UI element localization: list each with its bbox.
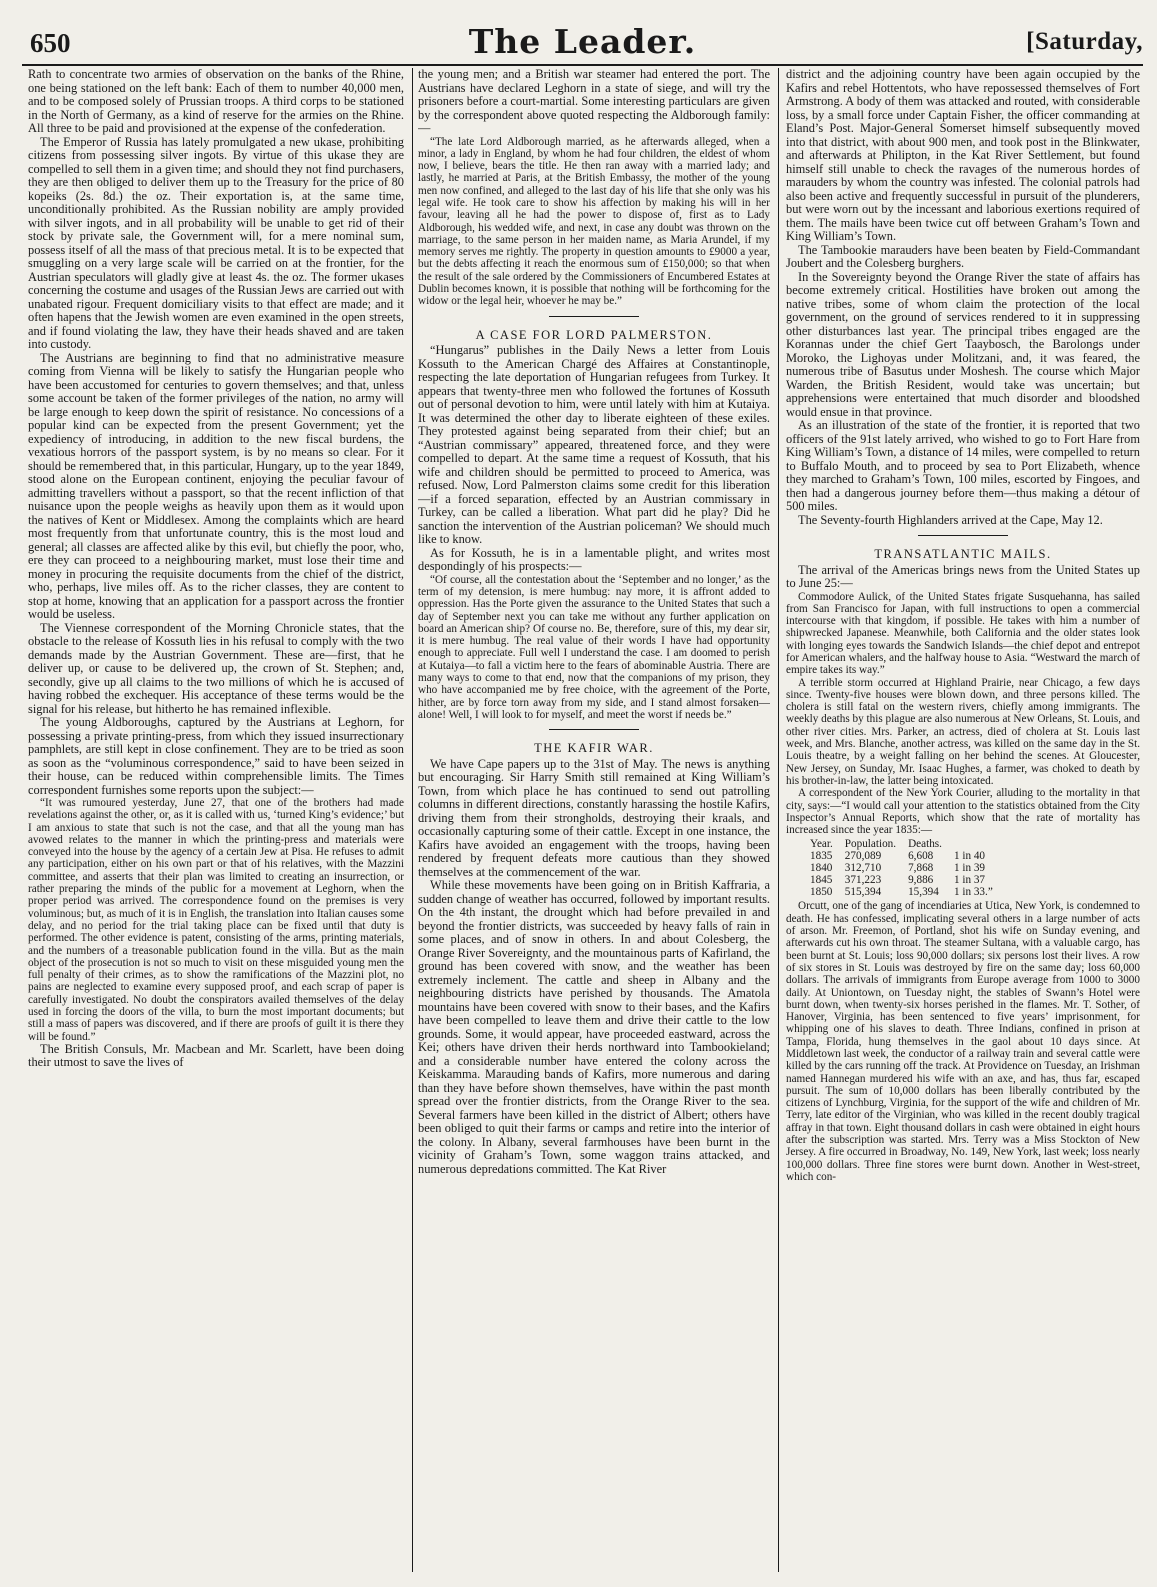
table-row: [804, 850, 999, 862]
page-number: 650: [30, 28, 71, 58]
paragraph: The arrival of the Americas brings news from the United States up to June 25:—: [786, 562, 1140, 590]
table-cell: 1845: [810, 874, 833, 887]
table-cell: 15,394: [908, 886, 939, 899]
table-cell: 312,710: [844, 862, 882, 875]
section-divider: [918, 535, 1008, 536]
table-cell: 1840: [810, 862, 833, 875]
table-cell: 371,223: [844, 874, 882, 887]
column-rule: [412, 68, 413, 1572]
quotation: [418, 574, 770, 722]
table-cell: 270,089: [844, 850, 882, 863]
quoted-paragraph: A terrible storm occurred at Highland Prairie, near Chicago, a few days since. Twenty-five houses were blown down, and three persons killed. The cholera is still fatal on the western rivers, chiefly among immigrants. The weekly deaths by this plague are also numerous at New Orleans, St. Louis, and other river cities. Mrs. Parker, an actress, died of cholera at St. Louis last week, and Mrs. Blanche, another actress, was killed on the same day in the St. Louis theatre, by a weight falling on her behind the scenes. At Gloucester, New Jersey, on Sunday, Mr. Isaac Hughes, a farmer, was choked to death by his brother-in-law, the latter being intoxicated.: [786, 676, 1140, 787]
paragraph: Rath to concentrate two armies of observation on the banks of the Rhine, one being stationed on the left bank: Each of them to number 40,000 men, and to be composed solely of Prussian troops. A third corps to be stationed in the North of Germany, as a kind of reserve for the armies on the Rhine. All three to be paid and provisioned at the expense of the confederation.: [28, 68, 404, 135]
quoted-paragraph: Orcutt, one of the gang of incendiaries at Utica, New York, is condemned to death. He has confessed, implicating several others in a large number of acts of arson. Mr. Freemon, of Portland, shot his wife on Sunday evening, and afterwards cut his own throat. The steamer Sultana, with a valuable cargo, has been burnt at St. Louis; loss 90,000 dollars; six persons lost their lives. A row of six stores in St. Louis was destroyed by fire on the same day; loss 60,000 dollars. The arrivals of immigrants from Europe average from 1000 to 3000 daily. At Uniontown, on Tuesday night, the stables of Swann’s Hotel were burnt down, when twenty-six horses perished in the flames. Mr. T. Sother, of Hanover, Virginia, has been sentenced to five years’ imprisonment, for whipping one of his slaves to death. Three Indians, confined in prison at Tampa, Florida, hung themselves in the gaol about 10 days since. At Middletown last week, the conductor of a railway train and several cattle were killed by the cars running off the track. At Providence on Tuesday, an Irishman named Hannegan murdered his wife with an axe, and has, thus far, escaped pursuit. The sum of 10,000 dollars has been liberally contributed by the citizens of Lynchburg, Virginia, for the support of the wife and children of Mr. Terry, late editor of the Virginian, who was killed in the recent doubly tragical affray in that town. Eight thousand dollars in cash were obtained in eight hours after the subscription was started. Mrs. Terry was a Miss Stockton of New Jersey. A fire occurred in Broadway, No. 149, New York, last week; loss nearly 100,000 dollars. Three fine stores were burnt down. Another in West-street, which con-: [786, 900, 1140, 1183]
table-cell: 1 in 37: [953, 874, 986, 887]
section-divider: [549, 316, 639, 317]
table-header: Year.: [810, 838, 833, 851]
paragraph: As an illustration of the state of the frontier, it is reported that two officers of the 91st lately arrived, who wished to go to Fort Hare from King William’s Town, a distance of 14 miles, were compelled to return to Buffalo Mouth, and to proceed by sea to Port Elizabeth, whence they marched to Graham’s Town, 100 miles, escorted by Fingoes, and then had a dangerous journey before them—thus making a détour of 500 miles.: [786, 418, 1140, 513]
paragraph: the young men; and a British war steamer had entered the port. The Austrians have declared Leghorn in a state of siege, and will try the prisoners before a court-martial. Some interesting particulars are given by the correspondent above quoted respecting the Aldborough family:—: [418, 68, 770, 135]
table-cell: 1 in 40: [953, 850, 986, 863]
table-cell: 1 in 39: [953, 862, 986, 875]
quoted-paragraph: A correspondent of the New York Courier, alluding to the mortality in that city, says:—“I would call your attention to the statistics obtained from the City Inspector’s Annual Reports, which show that the rate of mortality has increased since the year 1835:—: [786, 787, 1140, 837]
table-cell: 9,886: [908, 874, 934, 887]
table-cell: 1850: [810, 886, 833, 899]
masthead: [22, 20, 1143, 66]
column-3: [786, 68, 1140, 1573]
quoted-paragraph: “The late Lord Aldborough married, as he afterwards alleged, when a minor, a lady in England, by whom he had four children, the eldest of whom now, I believe, bears the title. He then ran away with a married lady; and lastly, he married at Paris, at the British Embassy, the mother of the young men now confined, and alleged to the last day of his life that she only was his legal wife. He took care to show his affection by making his will in her favour, leaving all he had the power to dispose of, first as to Lady Aldborough, his wedded wife, and next, in case any doubt was thrown on the marriage, to the same person in her maiden name, as Maria Arundel, if my memory serves me rightly. The property in question amounts to £9000 a year, but the debts affecting it reach the enormous sum of £150,000; so that when the result of the sale ordered by the Commissioners of Encumbered Estates at Dublin becomes known, it is possible that nothing will be forthcoming for the widow or the legal heir, whoever he may be.”: [418, 135, 770, 308]
column-2: [418, 68, 770, 1573]
column-1: [28, 68, 404, 1573]
table-cell: 1835: [810, 850, 833, 863]
table-cell: 515,394: [844, 886, 882, 899]
table-header: Deaths.: [908, 838, 942, 851]
quotation: [786, 591, 1140, 1184]
table-cell: 1 in 33.”: [953, 886, 993, 899]
paragraph: We have Cape papers up to the 31st of May. The news is anything but encouraging. Sir Harry Smith still remained at King William’s Town, from which place he has continued to send out patrolling columns in different directions, constantly harassing the hostile Kafirs, driving them from their strongholds, destroying their kraals, and occasionally capturing some of their cattle. Except in one instance, the Kafirs have avoided an engagement with the troops, having been rendered by frequent defeats more cautious than they showed themselves at the commencement of the war.: [418, 756, 770, 879]
paragraph: district and the adjoining country have been again occupied by the Kafirs and rebel Hottentots, who have repossessed themselves of Fort Armstrong. A body of them was attacked and routed, with considerable loss, by a small force under Captain Fisher, the officer commanding at Eland’s Post. Major-General Somerset himself subsequently moved into that district, with about 900 men, and took post in the Blinkwater, and afterwards at Philipton, in the Kat River Settlement, but found himself still unable to check the ravages of the numerous hordes of marauders by whom the country was infested. The colonial patrols had also been active and frequently successful in pursuit of the plunderers, but were worn out by the incessant and laborious exertions required of them. The mails have been twice cut off between Graham’s Town and King William’s Town.: [786, 68, 1140, 243]
article-heading: A CASE FOR LORD PALMERSTON.: [475, 327, 713, 342]
quotation: [28, 797, 404, 1043]
quoted-paragraph: “Of course, all the contestation about the ‘September and no longer,’ as the term of my detension, is mere humbug: nay more, it is affront added to oppression. Has the Porte given the assurance to the United States that such a day of September next you can take me without any further application on board an American ship? Of course no. Be, therefore, sure of this, my dear sir, it is mere humbug. The real value of their words I have had opportunity enough to appreciate. Full well I understand the case. I am doomed to perish at Kutaiya—to fall a victim here to the fears of abominable Austria. There are many ways to come to that end, now that the companions of my prison, they who have accompanied me by free choice, with the agreement of the Porte, hither, are by force torn away from my side, and I stand almost forsaken—alone! Well, I will look to for myself, and meet the worst if needs be.”: [418, 573, 770, 721]
table-header: Population.: [844, 838, 897, 851]
paragraph: As for Kossuth, he is in a lamentable plight, and writes most despondingly of his prospects:—: [418, 545, 770, 574]
paragraph: The Seventy-fourth Highlanders arrived at the Cape, May 12.: [798, 512, 1103, 527]
table-cell: 6,608: [908, 850, 934, 863]
article-heading: TRANSATLANTIC MAILS.: [874, 547, 1052, 561]
quoted-paragraph: “It was rumoured yesterday, June 27, that one of the brothers had made revelations against the other, or, as it is called with us, ‘turned King’s evidence;’ but I am anxious to state that such is not the case, and that all the young man has avowed relates to the manner in which the printing-press and materials were conveyed into the house by the agency of a certain Jew at Pisa. He refuses to admit any participation, either on his own part or that of his relatives, with the Mazzini committee, and asserts that their plan was limited to creating an insurrection, or rather preparing the minds of the public for a movement at Leghorn, when the proper period was arrived. The correspondence found on the premises is very voluminous; but, as much of it is in English, the translation into Italian causes some delay, and no period for the trial taking place can be fixed until that duty is performed. The other evidence is patent, consisting of the arms, printing materials, and the numbers of a treasonable publication found in the villa. But as the main object of the prosecution is not so much to visit on these misguided young men the full penalty of their crimes, as to show the ramifications of the Mazzini plot, no pains are neglected to examine every supposed proof, and each scrap of paper is carefully investigated. No doubt the conspirators availed themselves of the delay used in forcing the doors of the villa, to burn the most important documents; but still a mass of papers was discovered, and if there are proofs of guilt it is there they will be found.”: [28, 797, 404, 1043]
column-rule: [778, 68, 779, 1572]
paragraph: In the Sovereignty beyond the Orange River the state of affairs has become extremely critical. Hostilities have broken out among the native tribes, some of whom claim the protection of the local government, on the ground of services rendered to it in suppressing other disturbances last year. The principal tribes engaged are the Korannas under the chief Gert Taaybosch, the Barolongs under Moroko, the Lighoyas under Molitzani, and, it was feared, the numerous tribe of Basutus under Moshesh. The course which Major Warden, the British Resident, would take was uncertain; but apprehensions were entertained that much disorder and bloodshed would ensue in that province.: [786, 269, 1140, 419]
section-divider: [549, 729, 639, 730]
dateline: [Saturday,: [1026, 28, 1143, 55]
paragraph: The British Consuls, Mr. Macbean and Mr. Scarlett, have been doing their utmost to save the lives of: [28, 1041, 404, 1070]
paragraph: The Viennese correspondent of the Morning Chronicle states, that the obstacle to the release of Kossuth lies in his refusal to comply with the two demands made by the Austrian Government. These are—first, that he deliver up, or cause to be delivered up, the crown of St. Stephen; and, secondly, give up all claims to the two millions of which he is accused of having robbed the exchequer. His acceptance of these terms would be the signal for his release, but hitherto he has remained inflexible.: [28, 620, 404, 716]
table-row: [804, 874, 999, 886]
columns: [28, 68, 1140, 1578]
paragraph: The Tambookie marauders have been beaten by Field-Commandant Joubert and the Colesberg burghers.: [786, 242, 1140, 270]
paragraph: The young Aldboroughs, captured by the Austrians at Leghorn, for possessing a private printing-press, from which they issued insurrectionary pamphlets, are still kept in close confinement. They are to be tried as soon as soon as the “voluminous correspondence,” said to have been seized in their house, can be reduced within comprehensible limits. The Times correspondent furnishes some reports upon the subject:—: [28, 715, 404, 797]
quoted-paragraph: Commodore Aulick, of the United States frigate Susquehanna, has sailed from San Francisco for Japan, with full instructions to open a commercial intercourse with that kingdom, if possible. He takes with him a number of shipwrecked Japanese. Meanwhile, both California and the older states look with longing eyes towards the Sandwich Islands—the chief depot and entrepot for American whalers, and the halfway house to Asia. “Westward the march of empire takes its way.”: [786, 590, 1140, 677]
paragraph: While these movements have been going on in British Kaffraria, a sudden change of weather has occurred, followed by important results. On the 4th instant, the drought which had before prevailed in and beyond the frontier districts, was succeeded by heavy falls of rain in some places, and of snow in others. In and about Colesberg, the Orange River Sovereignty, and the mountainous parts of Kafirland, the ground has been covered with snow, and the weather has been extremely inclement. The cattle and sheep in Albany and the neighbouring districts have perished by thousands. The Amatola mountains have been covered with snow to their bases, and the Kafirs have been compelled to leave them and drive their cattle to the low grounds. Some, it would appear, have proceeded eastward, across the Kei; others have driven their herds northward into Tambookieland; and a considerable number have entered the colony across the Keiskamma. Marauding bands of Kafirs, more numerous and daring than they have before shown themselves, have within the past month spread over the frontier districts, from the Orange River to the sea. Several farmers have been killed in the district of Albert; others have been obliged to quit their farms or camps and retire into the interior of the colony. In Albany, several farmhouses have been burnt in the vicinity of Graham’s Town, some waggon trains attacked, and numerous depredations committed. The Kat River: [418, 878, 770, 1176]
table-row: [804, 862, 999, 874]
newspaper-title: The Leader.: [468, 22, 697, 61]
quotation: [418, 136, 770, 308]
mortality-table: [804, 838, 999, 898]
paragraph: The Emperor of Russia has lately promulgated a new ukase, prohibiting citizens from possessing silver ingots. By virtue of this ukase they are compelled to sell them in a given time; and should they not find purchasers, they are then obliged to deliver them up to the Treasury for the price of 80 kopeiks (2s. 8d.) the oz. Their exportation is, at the same time, unconditionally prohibited. As the Russian nobility are amply provided with silver ingots, and in all probability will be unable to get rid of their stock by private sale, the Government will, for a mere nominal sum, possess itself of all the mass of that precious metal. It is to be expected that smuggling on a very large scale will be carried on at the frontier, for the Austrian speculators will gladly give at least 4s. the oz. The former ukases concerning the costume and usages of the Russian Jews are carried out with unabated rigour. Frequent domiciliary visits to that effect are made; and it often hapens that the Jewish women are even examined in the open streets, and if found violating the law, they have their heads shaved and are taken into custody.: [28, 134, 404, 351]
table-row: [804, 886, 999, 898]
article-heading: THE KAFIR WAR.: [534, 741, 654, 756]
paragraph: “Hungarus” publishes in the Daily News a letter from Louis Kossuth to the American Chargé des Affaires at Constantinople, respecting the late deportation of Hungarian refugees from Turkey. It appears that twenty-three men who followed the fortunes of Kossuth out of personal devotion to him, were until lately with him at Kutaiya. It was determined the other day to liberate eighteen of these exiles. They protested against being separated from their chief; but an “Austrian commissary” appeared, threatened force, and they were compelled to depart. At the same time a request of Kossuth, that his wife and children should be permitted to proceed to America, was refused. Now, Lord Palmerston claims some credit for this liberation—if a forced separation, effected by an Austrian commissary in Turkey, can be called a liberation. What part did he play? Did he sanction the intervention of the Austrian policeman? We should much like to know.: [418, 343, 770, 547]
paragraph: The Austrians are beginning to find that no administrative measure coming from Vienna will be likely to satisfy the Hungarian people who have been accustomed for centuries to govern themselves; and that, unless some account be taken of the former privileges of the nation, no army will be large enough to keep down the spirit of resistance. No concessions of a popular kind can be expected from the present Government; yet the expediency of introducing, in addition to the new fiscal burdens, the vexatious horrors of the passport system, is by no means so clear. For it should be remembered that, in this particular, Hungary, up to the year 1849, stood alone on the European continent, enjoying the peculiar favour of admitting travellers without a passport, so that the recent infliction of that nuisance upon the people weighs as heavily upon them as it would upon the natives of Kent or Middlesex. Among the complaints which are heard most frequently from that unfortunate country, this is the most loud and general; all classes are affected alike by this evil, but chiefly the poor, who, ere they can proceed to a neighbouring market, must lose their time and money in procuring the requisite documents from the chief of the district, who, perhaps, live miles off. As to the richer classes, they are content to stop at home, knowing that an application for a passport across the frontier would be useless.: [28, 350, 404, 621]
table-cell: 7,868: [908, 862, 934, 875]
